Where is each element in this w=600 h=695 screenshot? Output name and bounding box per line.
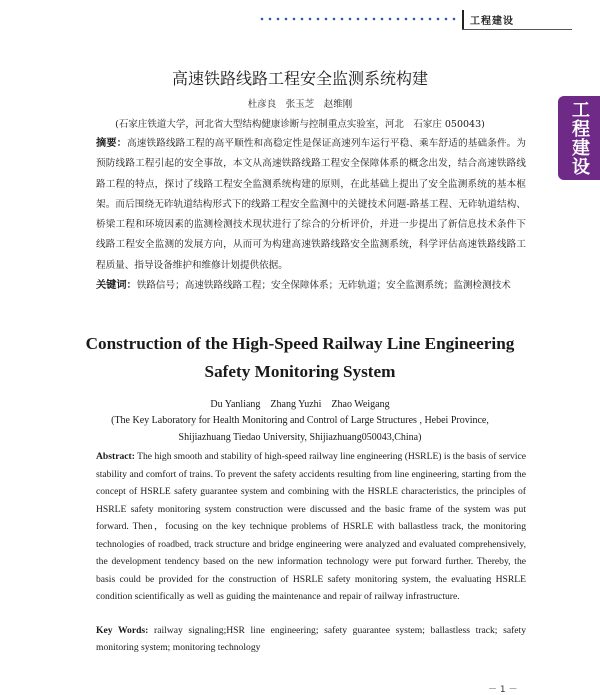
chinese-abstract	[96, 134, 526, 276]
english-keywords-label: Key Words:	[96, 625, 149, 636]
english-affiliation: (The Key Laboratory for Health Monitoring and Control of Large Structures , Hebei Province, Shijiazhuang Tiedao University, Shijiazhuang050043,China)	[111, 415, 489, 443]
chinese-keywords-label: 关键词：	[96, 280, 137, 291]
english-abstract	[96, 448, 526, 606]
side-tab-label: 工程建设	[569, 100, 590, 176]
chinese-keywords	[96, 276, 526, 296]
english-title: Construction of the High-Speed Railway Line Engineering Safety Monitoring System	[85, 334, 515, 381]
english-abstract-label: Abstract:	[96, 451, 135, 462]
english-keywords-text: railway signaling;HSR line engineering; safety guarantee system; ballastless track; safety monitoring system; monitoring technology	[96, 625, 526, 653]
chinese-keywords-text: 铁路信号；高速铁路线路工程；安全保障体系；无砟轨道；安全监测系统；监测检测技术	[136, 280, 511, 291]
english-keywords	[96, 622, 526, 656]
chinese-title: 高速铁路线路工程安全监测系统构建	[171, 69, 428, 88]
page-number: － 1 －	[488, 685, 518, 695]
english-authors: Du Yanliang Zhang Yuzhi Zhao Weigang	[210, 399, 390, 410]
header-dotted-rule	[258, 17, 458, 21]
chinese-authors: 杜彦良 张玉芝 赵维刚	[247, 99, 353, 110]
english-abstract-text: The high smooth and stability of high-speed railway line engineering (HSRLE) is the basis of service stability and comfort of trains. To prevent the safety accidents resulting from line engineering, starting from the concept of HSRLE safety guarantee system and combining with the HSRLE characteristics, the principles of HSRLE safety monitoring system construction were discussed and the basic frame of the system was put forward. Then，focusing on the key technique problems of HSRLE with ballastless track, the monitoring technologies of roadbed, track structure and bridge engineering were analyzed and evaluated comprehensively, the development tendency based on the new information technology were put forward further. Thereby, the basis could be provided for the construction of HSRLE safety monitoring system, the evaluating HSRLE condition scientifically as well as guiding the maintenance and repair of railway infrastructure.	[96, 451, 526, 602]
header-marker-bar	[462, 10, 464, 30]
chinese-affiliation: (石家庄铁道大学，河北省大型结构健康诊断与控制重点实验室，河北 石家庄 050043)	[115, 119, 485, 130]
header-underline	[462, 29, 572, 30]
header-section-label: 工程建设	[470, 16, 514, 27]
chinese-abstract-label: 摘要：	[96, 138, 127, 149]
chinese-abstract-text: 高速铁路线路工程的高平顺性和高稳定性是保证高速列车运行平稳、乘车舒适的基础条件。为预防线路工程引起的安全事故，本文从高速铁路线路工程安全保障体系的概念出发，结合高速铁路线路工程的特点，探讨了线路工程安全监测系统构建的原则，在此基础上提出了安全监测系统的基本框架。而后围绕无砟轨道结构形式下的线路工程安全监测中的关键技术问题-路基工程、无砟轨道结构、桥梁工程和环境因素的监测检测技术现状进行了综合的分析评价，并进一步提出了新信息技术条件下线路工程安全监测的发展方向，从而可为构建高速铁路线路安全监测系统，科学评估高速铁路线路工程质量、指导设备维护和维修计划提供依据。	[96, 138, 527, 271]
